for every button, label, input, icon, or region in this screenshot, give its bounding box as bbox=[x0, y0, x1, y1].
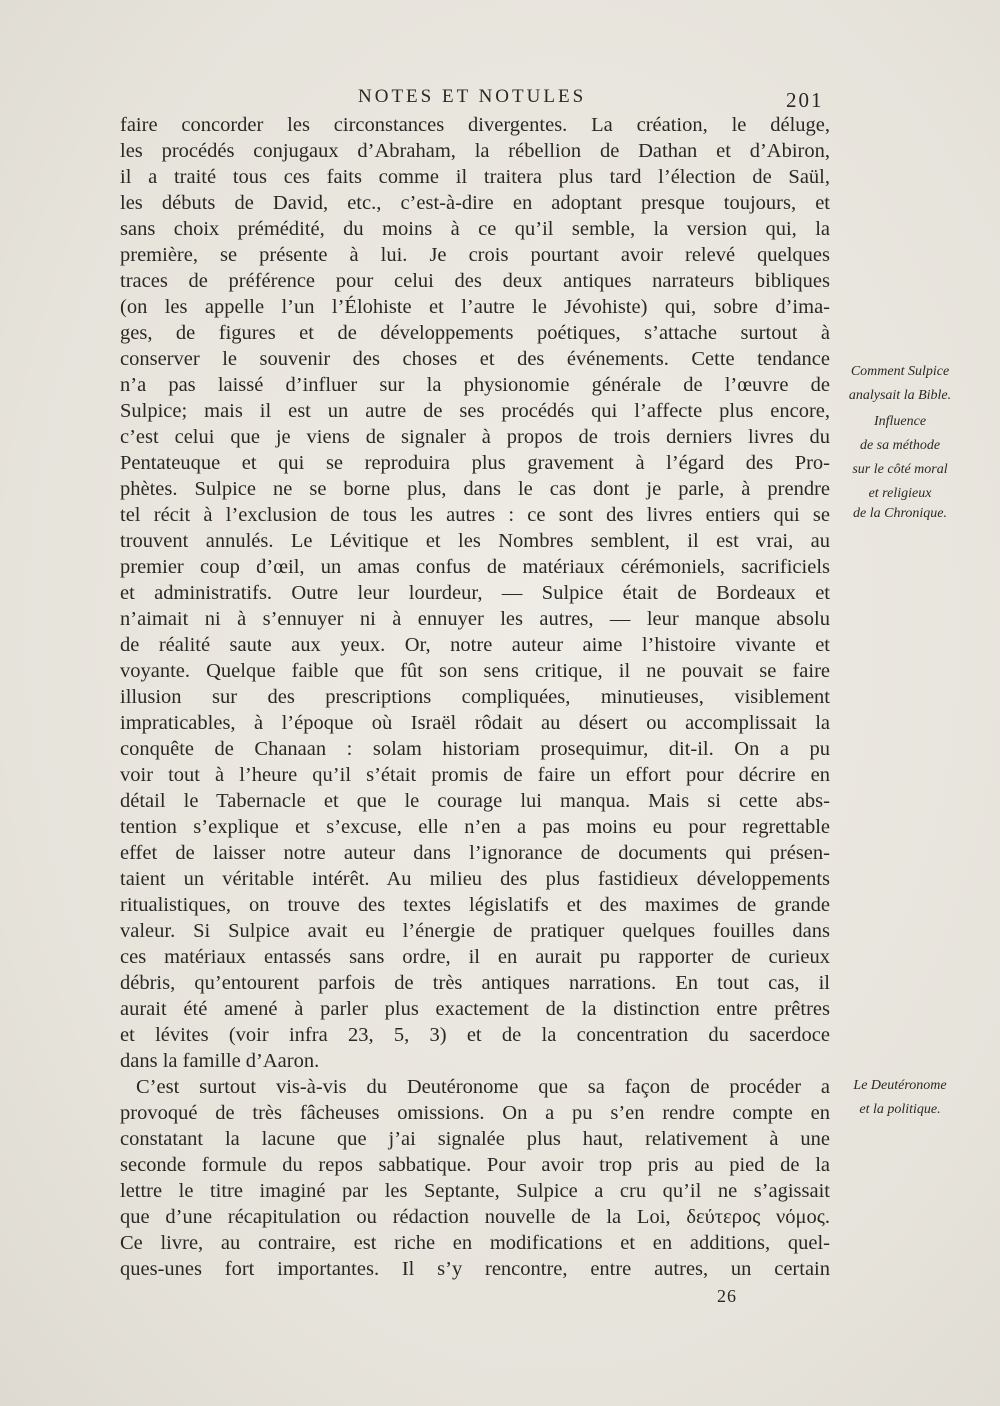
margin-note: de sa méthode bbox=[859, 438, 941, 453]
margin-note: Influence bbox=[873, 414, 927, 429]
text-line: valeur. Si Sulpice avait eu l’énergie de pratiquer quelques fouilles dans bbox=[120, 920, 830, 942]
text-line: constatant la lacune que j’ai signalée plus haut, relativement à une bbox=[120, 1128, 830, 1150]
margin-note: de la Chronique. bbox=[853, 506, 947, 521]
margin-note: et religieux bbox=[868, 486, 932, 501]
margin-note: et la politique. bbox=[859, 1102, 941, 1117]
text-line: il a traité tous ces faits comme il traitera plus tard l’élection de Saül, bbox=[120, 166, 830, 188]
text-line: voir tout à l’heure qu’il s’était promis de faire un effort pour décrire en bbox=[120, 764, 830, 786]
margin-note: Le Deutéronome bbox=[853, 1078, 947, 1093]
text-line: trouvent annulés. Le Lévitique et les Nombres semblent, il est vrai, au bbox=[120, 530, 830, 552]
text-line: les procédés conjugaux d’Abraham, la rébellion de Dathan et d’Abiron, bbox=[120, 140, 830, 162]
text-line: que d’une récapitulation ou rédaction nouvelle de la Loi, δεύτερος νόμος. bbox=[120, 1206, 830, 1228]
text-line: sans choix prémédité, du moins à ce qu’il semble, la version qui, la bbox=[120, 218, 830, 240]
text-line: tention s’explique et s’excuse, elle n’en a pas moins eu pour regrettable bbox=[120, 816, 830, 838]
text-line: aurait été amené à parler plus exactement de la distinction entre prêtres bbox=[120, 998, 830, 1020]
margin-note: Comment Sulpice bbox=[850, 364, 950, 379]
text-line: n’a pas laissé d’influer sur la physionomie générale de l’œuvre de bbox=[120, 374, 830, 396]
margin-note: sur le côté moral bbox=[852, 462, 948, 477]
page-number: 201 bbox=[786, 88, 824, 112]
body-text bbox=[120, 112, 830, 1282]
text-line: voyante. Quelque faible que fût son sens critique, il ne pouvait se faire bbox=[120, 660, 830, 682]
text-line: traces de préférence pour celui des deux antiques narrateurs bibliques bbox=[120, 270, 830, 292]
text-line: dans la famille d’Aaron. bbox=[120, 1050, 320, 1072]
text-line: C’est surtout vis-à-vis du Deutéronome que sa façon de procéder a bbox=[136, 1076, 830, 1098]
text-line: (on les appelle l’un l’Élohiste et l’autre le Jévohiste) qui, sobre d’ima- bbox=[120, 296, 830, 318]
text-line: seconde formule du repos sabbatique. Pour avoir trop pris au pied de la bbox=[120, 1154, 830, 1176]
text-line: débris, qu’entourent parfois de très antiques narrations. En tout cas, il bbox=[120, 972, 830, 994]
text-line: taient un véritable intérêt. Au milieu des plus fastidieux développements bbox=[120, 868, 830, 890]
text-line: de réalité saute aux yeux. Or, notre auteur aime l’histoire vivante et bbox=[120, 634, 830, 656]
text-line: impraticables, à l’époque où Israël rôdait au désert ou accomplissait la bbox=[120, 712, 830, 734]
text-line: faire concorder les circonstances divergentes. La création, le déluge, bbox=[120, 114, 830, 136]
text-line: ges, de figures et de développements poétiques, s’attache surtout à bbox=[120, 322, 830, 344]
text-line: lettre le titre imaginé par les Septante, Sulpice a cru qu’il ne s’agissait bbox=[120, 1180, 830, 1202]
text-line: effet de laisser notre auteur dans l’ignorance de documents qui présen- bbox=[120, 842, 830, 864]
text-line: conquête de Chanaan : solam historiam prosequimur, dit-il. On a pu bbox=[120, 738, 830, 760]
text-line: illusion sur des prescriptions compliquées, minutieuses, visiblement bbox=[120, 686, 830, 708]
text-line: provoqué de très fâcheuses omissions. On a pu s’en rendre compte en bbox=[120, 1102, 830, 1124]
text-line: ces matériaux entassés sans ordre, il en aurait pu rapporter de curieux bbox=[120, 946, 830, 968]
text-line: première, se présente à lui. Je crois pourtant avoir relevé quelques bbox=[120, 244, 830, 266]
text-line: premier coup d’œil, un amas confus de matériaux cérémoniels, sacrificiels bbox=[120, 556, 830, 578]
text-line: ques-unes fort importantes. Il s’y rencontre, entre autres, un certain bbox=[120, 1258, 830, 1280]
text-line: phètes. Sulpice ne se borne plus, dans le cas dont je parle, à prendre bbox=[120, 478, 830, 500]
margin-note: analysait la Bible. bbox=[848, 388, 952, 403]
text-line: Pentateuque et qui se reproduira plus gravement à l’égard des Pro- bbox=[120, 452, 830, 474]
text-line: n’aimait ni à s’ennuyer ni à ennuyer les autres, — leur manque absolu bbox=[120, 608, 830, 630]
text-line: tel récit à l’exclusion de tous les autres : ce sont des livres entiers qui se bbox=[120, 504, 830, 526]
text-line: détail le Tabernacle et que le courage lui manqua. Mais si cette abs- bbox=[120, 790, 830, 812]
running-head: NOTES ET NOTULES bbox=[358, 86, 587, 107]
text-line: ritualistiques, on trouve des textes législatifs et des maximes de grande bbox=[120, 894, 830, 916]
text-line: c’est celui que je viens de signaler à propos de trois derniers livres du bbox=[120, 426, 830, 448]
text-line: et administratifs. Outre leur lourdeur, — Sulpice était de Bordeaux et bbox=[120, 582, 830, 604]
text-line: les débuts de David, etc., c’est-à-dire en adoptant presque toujours, et bbox=[120, 192, 830, 214]
text-line: et lévites (voir infra 23, 5, 3) et de la concentration du sacerdoce bbox=[120, 1024, 830, 1046]
text-line: Ce livre, au contraire, est riche en modifications et en additions, quel- bbox=[120, 1232, 830, 1254]
signature-mark: 26 bbox=[717, 1286, 737, 1306]
text-line: Sulpice; mais il est un autre de ses procédés qui l’affecte plus encore, bbox=[120, 400, 830, 422]
text-line: conserver le souvenir des choses et des événements. Cette tendance bbox=[120, 348, 830, 370]
